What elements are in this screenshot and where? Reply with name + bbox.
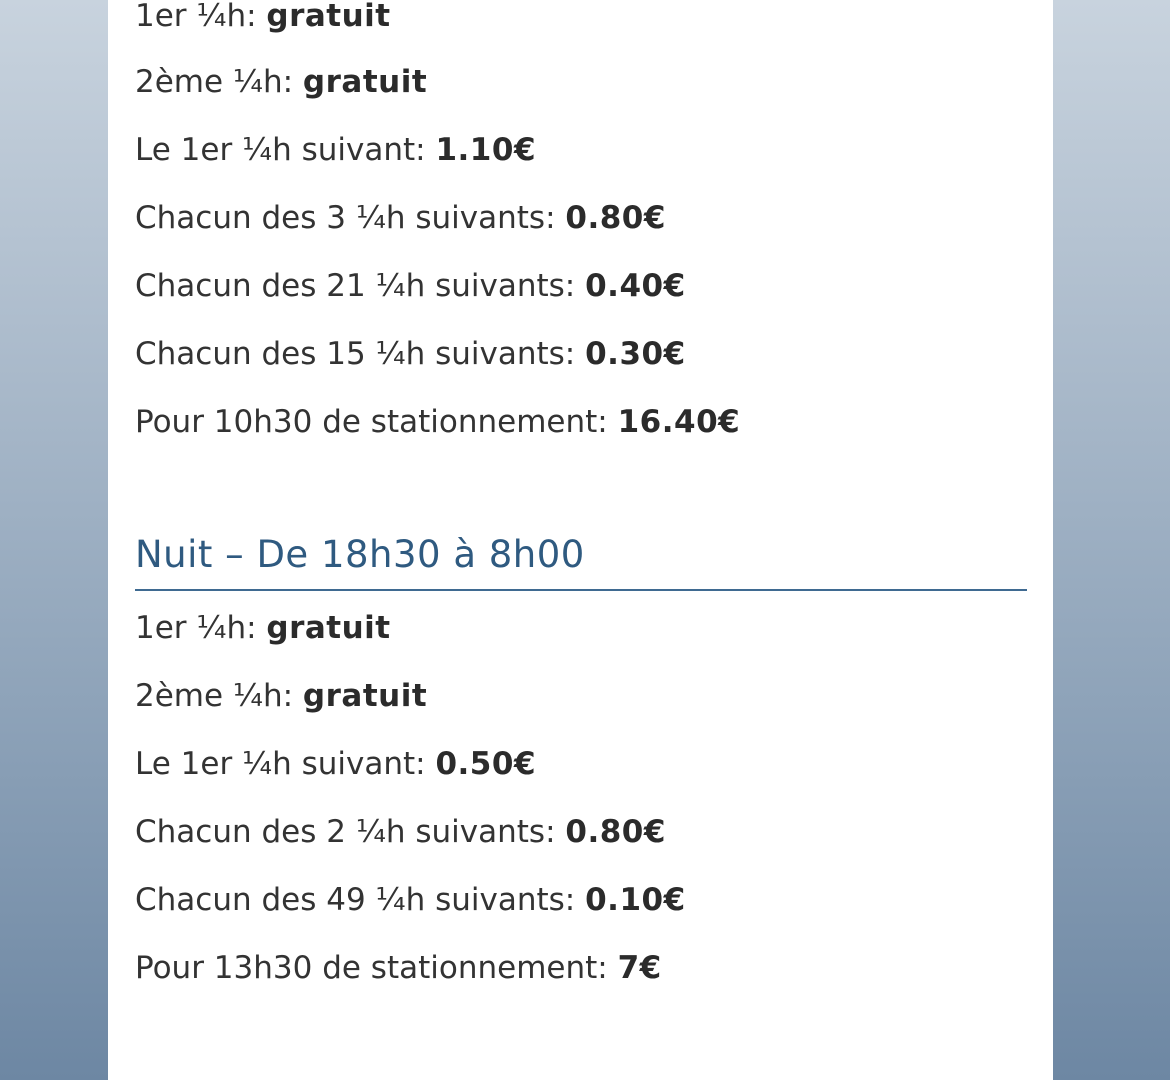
row-label: Chacun des 15 ¼h suivants: bbox=[135, 336, 586, 372]
day-row-15-quarters bbox=[135, 334, 686, 374]
night-row-total bbox=[135, 948, 662, 988]
row-label: Pour 10h30 de stationnement: bbox=[135, 404, 618, 440]
tariff-card bbox=[108, 0, 1053, 1080]
row-value: 0.80€ bbox=[565, 814, 666, 850]
row-value: 16.40€ bbox=[617, 404, 741, 440]
night-row-2-quarters bbox=[135, 812, 666, 852]
row-label: Le 1er ¼h suivant: bbox=[135, 132, 436, 168]
day-row-3-quarters bbox=[135, 198, 666, 238]
day-row-second-quarter bbox=[135, 62, 427, 102]
row-value: gratuit bbox=[302, 64, 428, 100]
row-value: 1.10€ bbox=[435, 132, 537, 168]
row-label: Pour 13h30 de stationnement: bbox=[135, 950, 618, 986]
row-label: Chacun des 3 ¼h suivants: bbox=[135, 200, 566, 236]
row-label: 2ème ¼h: bbox=[135, 64, 303, 100]
row-label: Chacun des 2 ¼h suivants: bbox=[135, 814, 566, 850]
night-row-49-quarters bbox=[135, 880, 686, 920]
night-row-second-quarter bbox=[135, 676, 427, 716]
row-label: Chacun des 49 ¼h suivants: bbox=[135, 882, 586, 918]
row-label: 2ème ¼h: bbox=[135, 678, 303, 714]
night-row-first-quarter bbox=[135, 608, 391, 648]
row-value: gratuit bbox=[266, 0, 391, 34]
row-value: gratuit bbox=[302, 678, 428, 714]
day-row-total bbox=[135, 402, 740, 442]
row-label: Le 1er ¼h suivant: bbox=[135, 746, 436, 782]
row-value: 0.80€ bbox=[565, 200, 666, 236]
night-section-divider bbox=[135, 589, 1027, 591]
row-value: 0.10€ bbox=[585, 882, 686, 918]
row-value: 7€ bbox=[617, 950, 662, 986]
night-row-next-quarter bbox=[135, 744, 536, 784]
row-label: 1er ¼h: bbox=[135, 610, 267, 646]
row-value: 0.30€ bbox=[585, 336, 686, 372]
row-label: 1er ¼h: bbox=[135, 0, 267, 34]
row-value: 0.50€ bbox=[435, 746, 537, 782]
night-section-title: Nuit – De 18h30 à 8h00 bbox=[135, 533, 585, 576]
row-value: 0.40€ bbox=[585, 268, 686, 304]
day-row-next-quarter bbox=[135, 130, 536, 170]
day-row-first-quarter bbox=[135, 0, 391, 36]
row-label: Chacun des 21 ¼h suivants: bbox=[135, 268, 586, 304]
row-value: gratuit bbox=[266, 610, 391, 646]
day-row-21-quarters bbox=[135, 266, 686, 306]
